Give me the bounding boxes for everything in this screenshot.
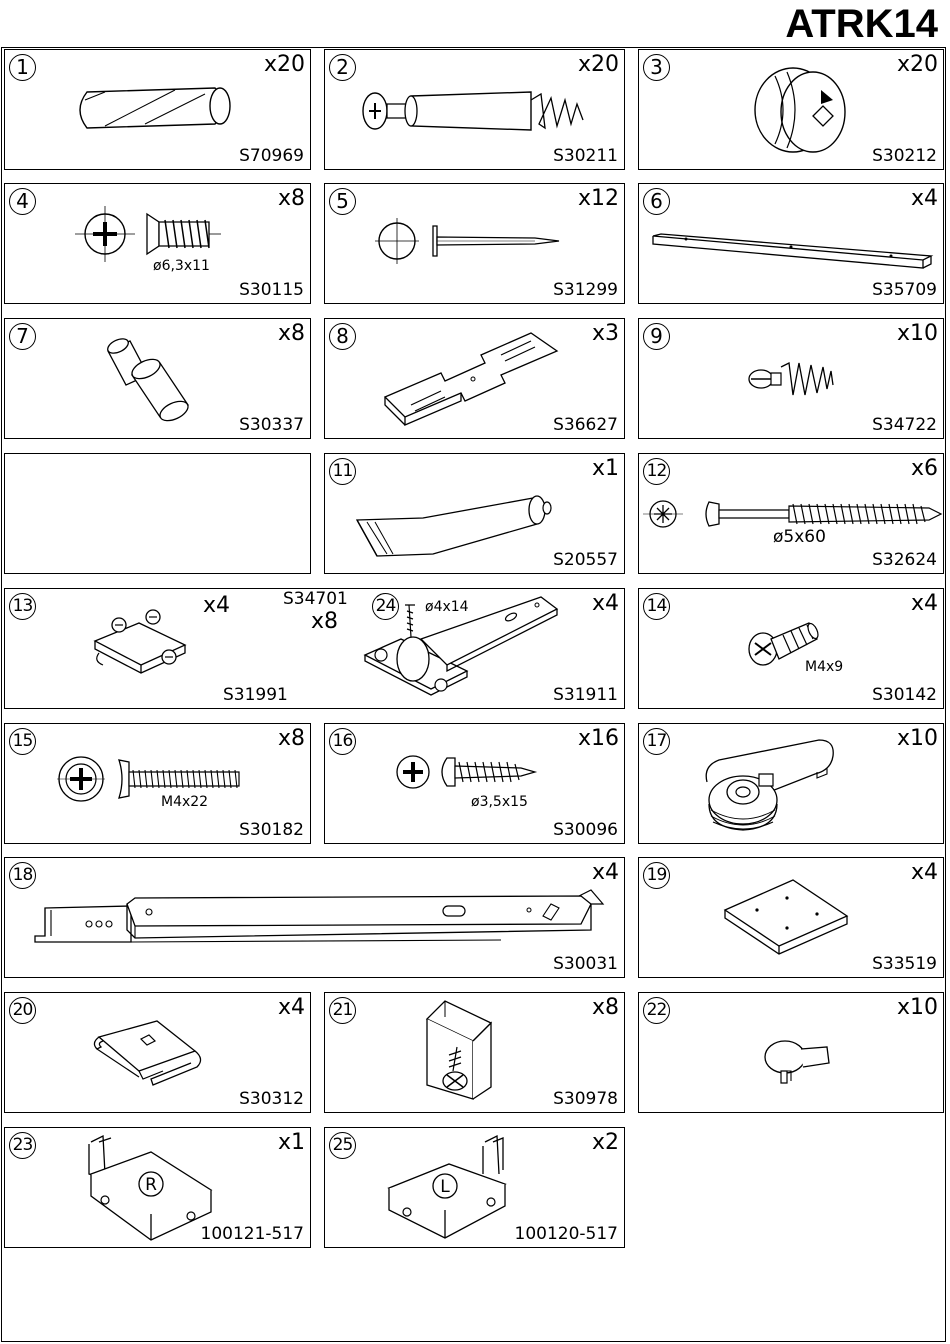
part-number: 22 (643, 997, 670, 1024)
part-11-cell (324, 453, 625, 574)
part-quantity: x4 (910, 591, 938, 616)
part-number: 23 (9, 1132, 36, 1159)
screw-size-label: ø4x14 (425, 599, 469, 615)
part-quantity: x20 (263, 52, 305, 77)
hinge-plate-icon (89, 605, 209, 695)
part-number: 18 (9, 862, 36, 889)
part-code: 100121-517 (200, 1224, 304, 1244)
nail-icon (375, 216, 565, 266)
part-quantity: x4 (910, 186, 938, 211)
part-code: S30142 (872, 685, 937, 705)
mounting-bracket-icon (381, 321, 561, 433)
part-quantity: x12 (577, 186, 619, 211)
part-code: S30031 (553, 954, 618, 974)
part-code: S70969 (239, 146, 304, 166)
part-code: S31299 (553, 280, 618, 300)
part-number: 13 (9, 593, 36, 620)
glue-tube-icon (353, 486, 563, 558)
eccentric-connector-icon (699, 736, 839, 836)
part-code: S30115 (239, 280, 304, 300)
part-quantity: x4 (591, 860, 619, 885)
part-quantity: x1 (591, 456, 619, 481)
part-12-cell (638, 453, 944, 574)
part-quantity: x3 (591, 321, 619, 346)
part-number: 11 (329, 458, 356, 485)
part-number: 15 (9, 728, 36, 755)
part-7-cell (4, 318, 311, 439)
part-number: 16 (329, 728, 356, 755)
screw-size-label: ø5x60 (773, 527, 826, 547)
part-code: S36627 (553, 415, 618, 435)
part-6-cell (638, 183, 944, 304)
part-quantity: x10 (896, 321, 938, 346)
part-3-cell (638, 49, 944, 170)
part-14-cell (638, 588, 944, 709)
part-code: S30212 (872, 146, 937, 166)
part-25-cell (324, 1127, 625, 1248)
part-code: S34722 (872, 415, 937, 435)
screw-size-label: ø3,5x15 (471, 794, 528, 810)
part-code: S30211 (553, 146, 618, 166)
concealed-hinge-icon (361, 595, 571, 701)
part-code: S33519 (872, 954, 937, 974)
part-quantity: x10 (896, 995, 938, 1020)
part-17-cell (638, 723, 944, 844)
part-code: S35709 (872, 280, 937, 300)
machine-screw-icon (745, 619, 825, 669)
connector-bolt-icon (55, 754, 255, 804)
part-code: S30312 (239, 1089, 304, 1109)
extra-part-code: S34701 (283, 589, 348, 609)
part-code: S30337 (239, 415, 304, 435)
extra-part-quantity: x8 (311, 609, 339, 634)
part-number: 2 (329, 54, 356, 81)
part-number: 12 (643, 458, 670, 485)
part-quantity: x16 (577, 726, 619, 751)
part-quantity: x8 (591, 995, 619, 1020)
part-quantity: x4 (203, 593, 231, 618)
document-title: ATRK14 (785, 2, 938, 46)
part-quantity: x20 (896, 52, 938, 77)
part-quantity: x20 (577, 52, 619, 77)
square-pad-icon (723, 878, 853, 958)
part-number: 17 (643, 728, 670, 755)
part-number: 3 (643, 54, 670, 81)
part-4-cell (4, 183, 311, 304)
part-number: 21 (329, 997, 356, 1024)
part-18-cell (4, 857, 625, 978)
screw-size-label: ø6,3x11 (153, 258, 210, 274)
part-19-cell (638, 857, 944, 978)
side-letter: R (145, 1175, 157, 1195)
part-number: 9 (643, 323, 670, 350)
part-number: 4 (9, 188, 36, 215)
countersunk-screw-icon (75, 206, 235, 262)
clip-bracket-icon (91, 1015, 211, 1091)
part-21-cell (324, 992, 625, 1113)
part-16-cell (324, 723, 625, 844)
part-quantity: x4 (910, 860, 938, 885)
part-code: S30978 (553, 1089, 618, 1109)
part-20-cell (4, 992, 311, 1113)
part-quantity: x8 (277, 186, 305, 211)
metal-strip-icon (651, 232, 936, 272)
part-5-cell (324, 183, 625, 304)
part-13-24-cell (4, 588, 625, 709)
part-15-cell (4, 723, 311, 844)
part-code: S30182 (239, 820, 304, 840)
right-bracket-icon (81, 1134, 221, 1246)
part-code: S20557 (553, 550, 618, 570)
part-9-cell (638, 318, 944, 439)
pan-head-screw-icon (393, 754, 543, 794)
left-bracket-icon (385, 1134, 515, 1246)
part-quantity: x2 (591, 1130, 619, 1155)
part-number: 14 (643, 593, 670, 620)
part-number: 7 (9, 323, 36, 350)
wood-dowel-icon (75, 80, 235, 140)
part-quantity: x8 (277, 321, 305, 346)
threaded-insert-icon (743, 359, 843, 399)
shelf-support-pin-icon (100, 335, 200, 419)
cam-lock-icon (751, 60, 851, 160)
part-number: 19 (643, 862, 670, 889)
part-number: 20 (9, 997, 36, 1024)
part-quantity: x6 (910, 456, 938, 481)
part-number: 1 (9, 54, 36, 81)
part-quantity: x1 (277, 1130, 305, 1155)
wood-screw-icon (643, 494, 943, 534)
part-1-cell (4, 49, 311, 170)
part-code-24: S31911 (553, 685, 618, 705)
screw-size-label: M4x22 (161, 794, 209, 810)
part-code: S32624 (872, 550, 937, 570)
part-code: 100120-517 (514, 1224, 618, 1244)
part-number: 6 (643, 188, 670, 215)
part-number: 8 (329, 323, 356, 350)
part-quantity: x8 (277, 726, 305, 751)
part-quantity: x4 (277, 995, 305, 1020)
drawer-slide-icon (31, 890, 611, 946)
screw-size-label: M4x9 (805, 659, 844, 675)
part-23-cell (4, 1127, 311, 1248)
part-2-cell (324, 49, 625, 170)
empty-cell (4, 453, 311, 574)
part-22-cell (638, 992, 944, 1113)
part-code: S31991 (223, 685, 288, 705)
side-letter: L (440, 1177, 450, 1197)
part-number-24: 24 (372, 593, 399, 620)
part-code: S30096 (553, 820, 618, 840)
shelf-support-peg-icon (763, 1037, 833, 1087)
part-quantity: x10 (896, 726, 938, 751)
cam-bolt-icon (361, 86, 591, 136)
part-8-cell (324, 318, 625, 439)
part-quantity-24: x4 (591, 591, 619, 616)
part-number: 25 (329, 1132, 356, 1159)
corner-block-icon (421, 999, 511, 1099)
part-number: 5 (329, 188, 356, 215)
